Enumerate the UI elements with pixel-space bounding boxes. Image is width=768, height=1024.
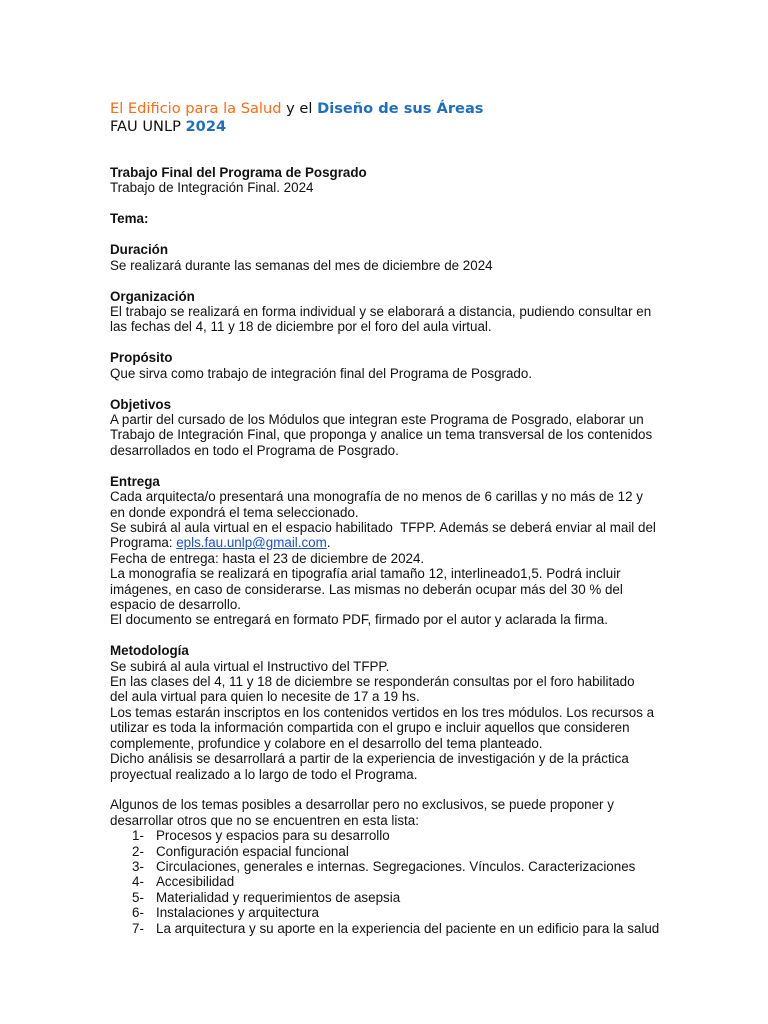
- entrega-line: en donde expondrá el tema seleccionado.: [110, 504, 359, 520]
- list-text: La arquitectura y su aporte en la experiencia del paciente en un edificio para la salud: [156, 920, 660, 936]
- list-item: [110, 859, 710, 874]
- list-number: 3-: [132, 859, 144, 875]
- temas-intro-line: desarrollar otros que no se encuentren en esta lista:: [110, 812, 419, 828]
- metodologia-line: Los temas estarán inscriptos en los contenidos vertidos en los tres módulos. Los recursos a: [110, 704, 655, 720]
- tema-heading: Tema:: [110, 211, 149, 227]
- temas-intro-line: Algunos de los temas posibles a desarrollar pero no exclusivos, se puede proponer y: [110, 797, 614, 813]
- organizacion-line: El trabajo se realizará en forma individual y se elaborará a distancia, pudiendo consultar en: [110, 303, 652, 319]
- metodologia-heading: Metodología: [110, 643, 189, 659]
- list-item: [110, 921, 710, 936]
- duracion-heading: Duración: [110, 242, 169, 258]
- list-text: Materialidad y requerimientos de asepsia: [156, 889, 401, 905]
- list-item: [110, 890, 710, 905]
- list-text: Procesos y espacios para su desarrollo: [156, 828, 390, 844]
- entrega-line: La monografía se realizará en tipografía arial tamaño 12, interlineado1,5. Podrá incluir: [110, 566, 621, 582]
- organizacion-line: las fechas del 4, 11 y 18 de diciembre por el foro del aula virtual.: [110, 319, 492, 335]
- entrega-line: Fecha de entrega: hasta el 23 de diciembre de 2024.: [110, 550, 425, 566]
- section-tema: [110, 211, 710, 226]
- document-title: [110, 100, 710, 136]
- email-link[interactable]: epls.fau.unlp@gmail.com: [176, 535, 327, 551]
- proposito-text: Que sirva como trabajo de integración final del Programa de Posgrado.: [110, 365, 533, 381]
- intro-heading: Trabajo Final del Programa de Posgrado: [110, 165, 367, 180]
- title-part-1: El Edificio para la Salud: [110, 100, 282, 117]
- list-number: 5-: [132, 889, 144, 905]
- list-item: [110, 905, 710, 920]
- metodologia-line: En las clases del 4, 11 y 18 de diciembre se responderán consultas por el foro habilitado: [110, 674, 635, 690]
- section-duracion: [110, 242, 710, 273]
- list-item: [110, 828, 710, 843]
- entrega-line: El documento se entregará en formato PDF, firmado por el autor y aclarada la firma.: [110, 612, 608, 628]
- section-temas: [110, 797, 710, 936]
- title-line-2: [110, 118, 710, 136]
- title-line-1: [110, 100, 710, 118]
- duracion-text: Se realizará durante las semanas del mes de diciembre de 2024: [110, 257, 493, 273]
- list-number: 6-: [132, 905, 144, 921]
- metodologia-line: complemente, profundice y colabore en el desarrollo del tema planteado.: [110, 735, 543, 751]
- section-intro: [110, 165, 710, 196]
- temas-list: [110, 828, 710, 936]
- section-entrega: [110, 474, 710, 628]
- objetivos-line: A partir del cursado de los Módulos que integran este Programa de Posgrado, elaborar un: [110, 411, 644, 427]
- metodologia-line: Dicho análisis se desarrollará a partir de la experiencia de investigación y de la práctica: [110, 751, 629, 767]
- list-text: Circulaciones, generales e internas. Segregaciones. Vínculos. Caracterizaciones: [156, 859, 636, 875]
- entrega-line: imágenes, en caso de considerarse. Las mismas no deberán ocupar más del 30 % del: [110, 581, 623, 597]
- section-proposito: [110, 350, 710, 381]
- list-number: 7-: [132, 920, 144, 936]
- organizacion-heading: Organización: [110, 288, 195, 304]
- entrega-line: Se subirá al aula virtual en el espacio habilitado TFPP. Además se deberá enviar al mail del: [110, 519, 656, 535]
- metodologia-line: proyectual realizado a lo largo de todo el Programa.: [110, 766, 418, 782]
- section-objetivos: [110, 397, 710, 459]
- list-item: [110, 844, 710, 859]
- metodologia-line: del aula virtual para quien lo necesite de 17 a 19 hs.: [110, 689, 420, 705]
- intro-text: Trabajo de Integración Final. 2024: [110, 180, 314, 196]
- list-text: Accesibilidad: [156, 874, 235, 890]
- list-item: [110, 874, 710, 889]
- section-organizacion: [110, 289, 710, 335]
- list-number: 2-: [132, 843, 144, 859]
- entrega-email-line: [110, 535, 710, 550]
- title-part-2: y el: [281, 100, 318, 117]
- objetivos-line: Trabajo de Integración Final, que proponga y analice un tema transversal de los contenidos: [110, 427, 653, 443]
- metodologia-line: utilizar es toda la información compartida con el grupo e incluir aquellos que consideren: [110, 720, 630, 736]
- list-text: Configuración espacial funcional: [156, 843, 349, 859]
- list-number: 1-: [132, 828, 144, 844]
- list-number: 4-: [132, 874, 144, 890]
- title-fau: FAU UNLP: [110, 118, 186, 135]
- section-metodologia: [110, 643, 710, 782]
- entrega-line: espacio de desarrollo.: [110, 596, 242, 612]
- programa-label: Programa:: [110, 535, 177, 551]
- objetivos-heading: Objetivos: [110, 396, 172, 412]
- list-text: Instalaciones y arquitectura: [156, 905, 320, 921]
- proposito-heading: Propósito: [110, 350, 173, 366]
- entrega-heading: Entrega: [110, 473, 160, 489]
- document-content: [110, 100, 710, 936]
- entrega-line: Cada arquitecta/o presentará una monografía de no menos de 6 carillas y no más de 12 y: [110, 489, 643, 505]
- email-suffix: .: [326, 535, 331, 551]
- objetivos-line: desarrollados en todo el Programa de Posgrado.: [110, 442, 399, 458]
- title-part-3: Diseño de sus Áreas: [317, 100, 484, 117]
- metodologia-line: Se subirá al aula virtual el Instructivo del TFPP.: [110, 658, 390, 674]
- title-year: 2024: [185, 118, 227, 135]
